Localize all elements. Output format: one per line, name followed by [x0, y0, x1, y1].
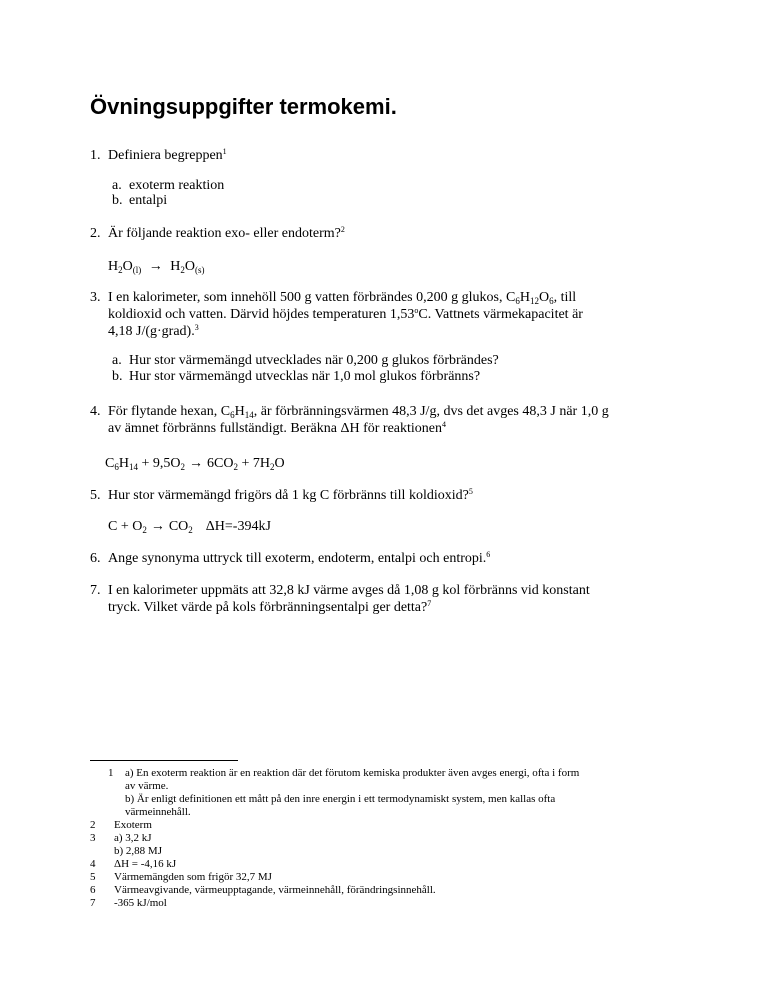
footnote-ref: 3 [194, 323, 199, 332]
question-line [108, 420, 690, 437]
eq-text: O [184, 259, 195, 274]
question-7 [90, 582, 690, 616]
footnote-line: b) Är enligt definitionen ett mått på den inre energin i ett termodynamiskt system, men kallas ofta [125, 793, 556, 805]
footnote-number: 3 [90, 832, 96, 844]
question-3 [90, 289, 690, 340]
equation-water-freezing [108, 258, 205, 275]
footnote-number: 1 [108, 767, 114, 779]
formula-subscript: 6 [515, 296, 520, 306]
question-3-item-b [112, 368, 480, 385]
question-6 [90, 550, 690, 567]
item-letter: b. [112, 369, 123, 384]
formula-subscript: 6 [549, 296, 554, 306]
item-text: exoterm reaktion [129, 178, 225, 193]
footnote-line: Exoterm [114, 819, 152, 831]
text-run: C. Vattnets värmekapacitet är [418, 307, 583, 322]
question-4 [90, 403, 690, 437]
question-text: Definiera begreppen [108, 148, 223, 163]
reaction-arrow: → [188, 456, 203, 471]
question-line [108, 323, 690, 340]
question-number: 3. [90, 290, 101, 305]
eq-subscript: 2 [269, 462, 275, 472]
footnote-line: a) En exoterm reaktion är en reaktion där det förutom kemiska produkter även avges energi, ofta i form [125, 767, 580, 779]
degree-mark: o [414, 306, 419, 315]
eq-subscript: 14 [128, 462, 138, 472]
question-3-item-a [112, 352, 499, 369]
footnote-4 [90, 858, 690, 871]
enthalpy-value: ΔH=-394kJ [205, 519, 271, 534]
reaction-arrow: → [148, 259, 163, 274]
question-line [108, 306, 690, 323]
eq-subscript: 2 [180, 265, 185, 275]
item-letter: b. [112, 193, 123, 208]
text-run: H [519, 290, 530, 305]
eq-subscript: 2 [188, 525, 193, 535]
text-run: tryck. Vilket värde på kols förbränningsentalpi ger detta? [108, 600, 428, 615]
footnote-line: -365 kJ/mol [114, 897, 167, 909]
eq-text: H [118, 456, 129, 471]
item-letter: a. [112, 353, 122, 368]
text-run: , är förbränningsvärmen 48,3 J/g, dvs det avges 48,3 J när 1,0 g [253, 404, 609, 419]
question-text: Är följande reaktion exo- eller endoterm? [108, 226, 341, 241]
footnote-5 [90, 871, 690, 884]
text-run: 4,18 J/(g·grad). [108, 324, 195, 339]
eq-text: CO [168, 519, 189, 534]
footnote-2 [90, 819, 690, 832]
footnote-number: 6 [90, 884, 96, 896]
question-line [108, 289, 690, 306]
footnote-separator [90, 760, 238, 761]
eq-subscript: 6 [114, 462, 119, 472]
footnote-line: värmeinnehåll. [125, 806, 191, 818]
text-run: För flytande hexan, C [108, 404, 231, 419]
eq-text: + 7H [237, 456, 270, 471]
equation-carbon-combustion [108, 518, 271, 535]
question-number: 7. [90, 583, 101, 598]
equation-hexane-combustion [105, 455, 285, 472]
eq-text: O [122, 259, 133, 274]
eq-state: (l) [132, 265, 142, 275]
item-text: entalpi [129, 193, 168, 208]
question-line: I en kalorimeter uppmäts att 32,8 kJ värme avges då 1,08 g kol förbränns vid konstant [108, 583, 590, 598]
question-1 [90, 147, 690, 164]
question-number: 6. [90, 551, 101, 566]
footnote-line: b) 2,88 MJ [114, 845, 162, 857]
eq-subscript: 2 [142, 525, 147, 535]
eq-text: H [170, 259, 181, 274]
question-text: Ange synonyma uttryck till exoterm, endoterm, entalpi och entropi. [108, 551, 487, 566]
question-number: 2. [90, 226, 101, 241]
footnote-number: 7 [90, 897, 96, 909]
reaction-arrow: → [150, 519, 165, 534]
footnote-ref: 1 [222, 147, 227, 156]
text-run: av ämnet förbränns fullständigt. Beräkna ΔH för reaktionen [108, 421, 443, 436]
footnote-6 [90, 884, 690, 897]
formula-subscript: 14 [244, 410, 254, 420]
question-1-item-b [112, 192, 167, 209]
footnote-7 [90, 897, 690, 910]
footnote-ref: 4 [442, 420, 447, 429]
text-run: koldioxid och vatten. Därvid höjdes temperaturen 1,53 [108, 307, 415, 322]
question-number: 4. [90, 404, 101, 419]
footnote-ref: 2 [340, 225, 345, 234]
footnote-3 [90, 832, 690, 858]
footnote-ref: 6 [486, 550, 491, 559]
item-text: Hur stor värmemängd utvecklades när 0,200 g glukos förbrändes? [129, 353, 499, 368]
footnote-line: a) 3,2 kJ [114, 832, 152, 844]
question-line [108, 403, 690, 420]
eq-text: C + O [108, 519, 143, 534]
footnote-1 [108, 767, 708, 819]
eq-text: 6CO [206, 456, 234, 471]
text-run: , till [553, 290, 577, 305]
text-run: O [538, 290, 550, 305]
formula-subscript: 12 [529, 296, 539, 306]
eq-text: H [108, 259, 119, 274]
footnote-line: ΔH = -4,16 kJ [114, 858, 177, 870]
footnote-line: Värmeavgivande, värmeupptagande, värmeinnehåll, förändringsinnehåll. [114, 884, 436, 896]
question-text: Hur stor värmemängd frigörs då 1 kg C förbränns till koldioxid? [108, 488, 469, 503]
footnote-line: Värmemängden som frigör 32,7 MJ [114, 871, 272, 883]
eq-text: O [274, 456, 285, 471]
text-run: H [234, 404, 245, 419]
eq-state: (s) [195, 265, 205, 275]
question-2 [90, 225, 690, 242]
footnote-ref: 7 [427, 599, 432, 608]
footnote-number: 4 [90, 858, 96, 870]
formula-subscript: 6 [230, 410, 235, 420]
question-number: 1. [90, 148, 101, 163]
page-title: Övningsuppgifter termokemi. [90, 94, 397, 119]
eq-text: + 9,5O [137, 456, 181, 471]
item-letter: a. [112, 178, 122, 193]
item-text: Hur stor värmemängd utvecklas när 1,0 mol glukos förbränns? [129, 369, 481, 384]
footnote-number: 5 [90, 871, 96, 883]
eq-subscript: 2 [118, 265, 123, 275]
eq-text: C [105, 456, 115, 471]
eq-subscript: 2 [233, 462, 238, 472]
question-number: 5. [90, 488, 101, 503]
question-line [108, 599, 690, 616]
footnote-line: av värme. [125, 780, 169, 792]
footnote-number: 2 [90, 819, 96, 831]
question-5 [90, 487, 690, 504]
footnote-ref: 5 [468, 487, 473, 496]
text-run: I en kalorimeter, som innehöll 500 g vatten förbrändes 0,200 g glukos, C [108, 290, 516, 305]
eq-subscript: 2 [180, 462, 185, 472]
